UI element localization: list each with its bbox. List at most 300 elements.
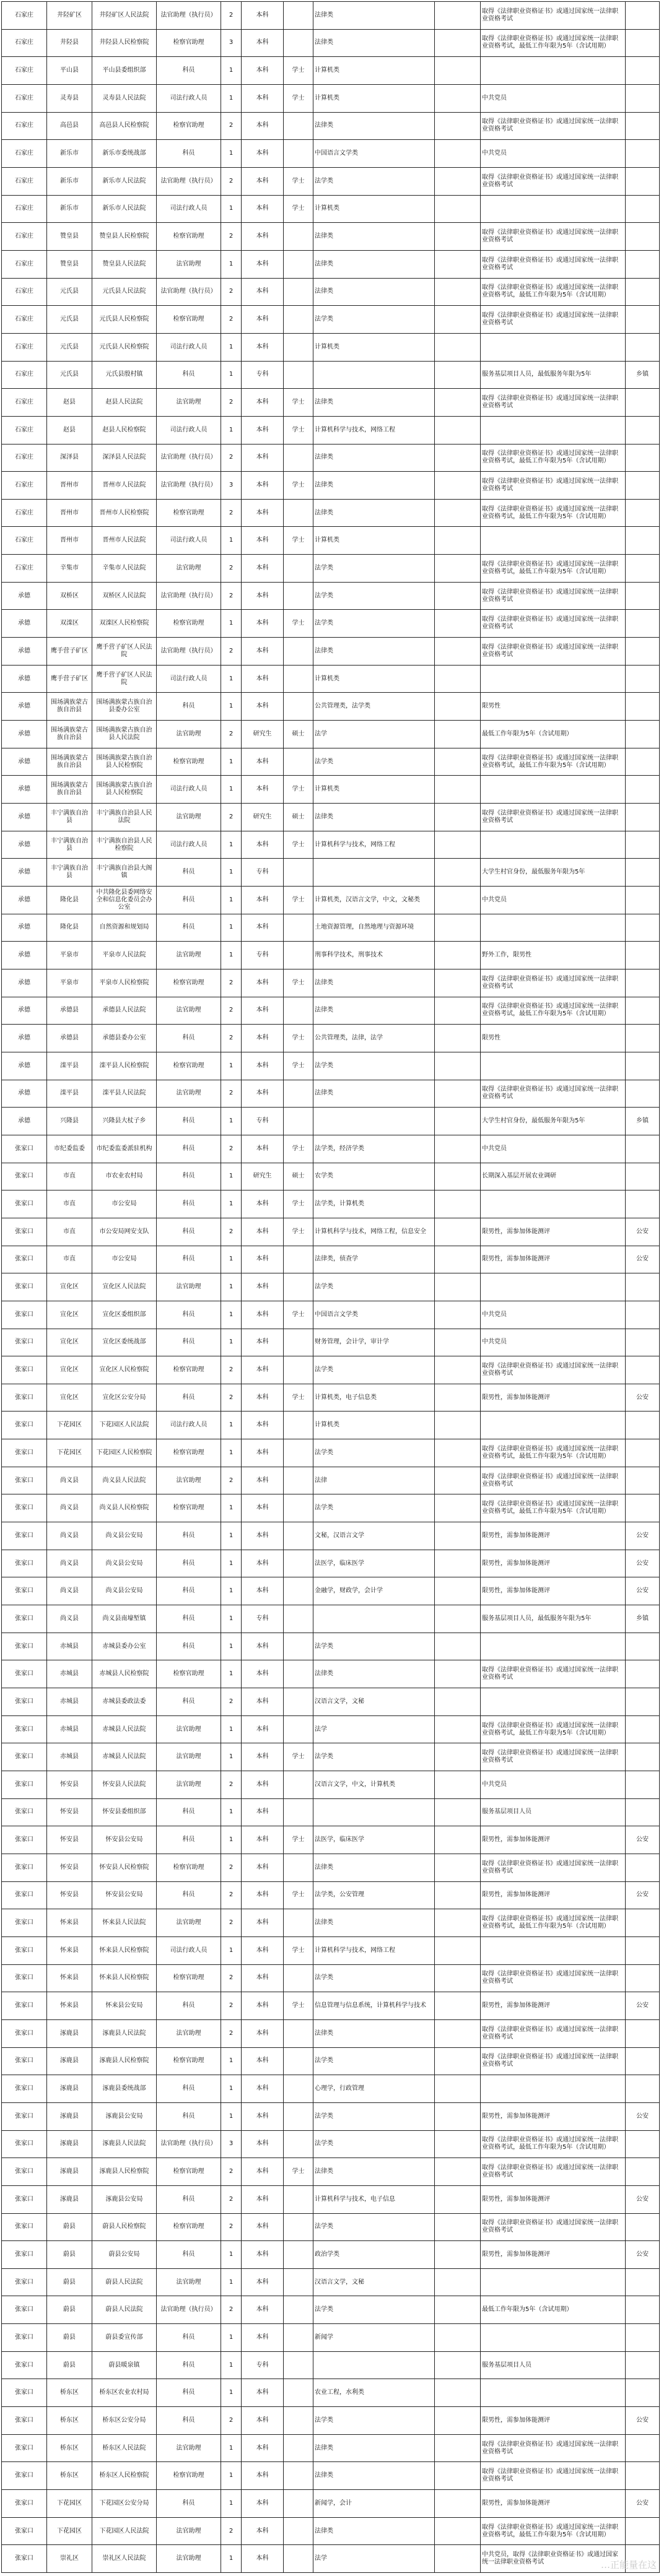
- city-cell: 张家口: [2, 1936, 47, 1964]
- table-row: [2, 1715, 660, 1743]
- degree-cell: 学士: [284, 84, 313, 112]
- remark-cell: 限男性: [481, 693, 626, 721]
- table-row: [2, 57, 660, 85]
- city-cell: 张家口: [2, 2407, 47, 2435]
- other-cell: [435, 914, 481, 942]
- remark-cell: 限男性，需参加体能测评: [481, 2241, 626, 2269]
- type-cell: [626, 1964, 660, 1992]
- count-cell: 1: [221, 2075, 242, 2103]
- district-cell: 下花园区: [47, 2490, 92, 2518]
- other-cell: [435, 306, 481, 334]
- degree-cell: [284, 306, 313, 334]
- other-cell: [435, 2379, 481, 2407]
- type-cell: [626, 2379, 660, 2407]
- unit-cell: 怀来县人民检察院: [92, 1964, 157, 1992]
- table-row: [2, 859, 660, 887]
- position-table: [1, 1, 660, 2573]
- remark-cell: 取得《法律职业资格证书》或通过国家统一法律职业资格考试: [481, 2434, 626, 2462]
- unit-cell: 怀安县人民法院: [92, 1771, 157, 1799]
- table-row: [2, 610, 660, 638]
- education-cell: 本科: [242, 1080, 284, 1108]
- table-row: [2, 997, 660, 1025]
- district-cell: 承德县: [47, 1025, 92, 1052]
- degree-cell: 学士: [284, 1936, 313, 1964]
- education-cell: 本科: [242, 1494, 284, 1522]
- table-row: [2, 84, 660, 112]
- degree-cell: [284, 2324, 313, 2352]
- table-row: [2, 2434, 660, 2462]
- education-cell: 本科: [242, 2185, 284, 2213]
- type-cell: [626, 167, 660, 195]
- major-cell: 法学: [313, 721, 435, 748]
- table-row: [2, 2241, 660, 2269]
- major-cell: [313, 2351, 435, 2379]
- count-cell: 1: [221, 1439, 242, 1467]
- unit-cell: 涿鹿县人民检察院: [92, 2047, 157, 2075]
- city-cell: 张家口: [2, 1660, 47, 1688]
- remark-cell: 取得《法律职业资格证书》或通过国家统一法律职业资格考试: [481, 1743, 626, 1771]
- type-cell: [626, 112, 660, 140]
- other-cell: [435, 2047, 481, 2075]
- district-cell: 涿鹿县: [47, 2185, 92, 2213]
- major-cell: 法医学，临床医学: [313, 1550, 435, 1577]
- table-row: [2, 1467, 660, 1494]
- education-cell: 本科: [242, 2158, 284, 2186]
- other-cell: [435, 1826, 481, 1854]
- table-row: [2, 1190, 660, 1218]
- unit-cell: 涿鹿县公安局: [92, 2185, 157, 2213]
- district-cell: 蔚县: [47, 2351, 92, 2379]
- major-cell: 新闻学，会计: [313, 2490, 435, 2518]
- district-cell: 平山县: [47, 57, 92, 85]
- degree-cell: [284, 1577, 313, 1605]
- other-cell: [435, 29, 481, 57]
- position-cell: 科员: [157, 2351, 221, 2379]
- degree-cell: [284, 1605, 313, 1633]
- unit-cell: 自然资源和规划局: [92, 914, 157, 942]
- unit-cell: 蔚县暖泉镇: [92, 2351, 157, 2379]
- city-cell: 张家口: [2, 2268, 47, 2296]
- unit-cell: 桥东区人民检察院: [92, 2462, 157, 2490]
- unit-cell: 市公安局: [92, 1190, 157, 1218]
- other-cell: [435, 1356, 481, 1384]
- district-cell: 涿鹿县: [47, 2130, 92, 2158]
- table-row: [2, 1605, 660, 1633]
- education-cell: 本科: [242, 333, 284, 361]
- remark-cell: 取得《法律职业资格证书》或通过国家统一法律职业资格考试: [481, 582, 626, 610]
- unit-cell: 怀来县公安局: [92, 1992, 157, 2020]
- position-cell: 法官助理: [157, 721, 221, 748]
- education-cell: 本科: [242, 1439, 284, 1467]
- city-cell: 石家庄: [2, 57, 47, 85]
- type-cell: [626, 555, 660, 583]
- count-cell: 2: [221, 2185, 242, 2213]
- city-cell: 张家口: [2, 1384, 47, 1412]
- type-cell: [626, 2019, 660, 2047]
- table-row: [2, 195, 660, 223]
- type-cell: 乡镇: [626, 1108, 660, 1135]
- other-cell: [435, 1992, 481, 2020]
- type-cell: [626, 1412, 660, 1439]
- count-cell: 2: [221, 2213, 242, 2241]
- major-cell: 法学类: [313, 2102, 435, 2130]
- district-cell: 晋州市: [47, 499, 92, 527]
- degree-cell: 学士: [284, 2158, 313, 2186]
- education-cell: 本科: [242, 1356, 284, 1384]
- degree-cell: 学士: [284, 1301, 313, 1329]
- major-cell: 法律类: [313, 638, 435, 666]
- table-row: [2, 167, 660, 195]
- degree-cell: 硕士: [284, 721, 313, 748]
- remark-cell: 取得《法律职业资格证书》或通过国家统一法律职业资格考试，最低工作年限为5年（含试用期）: [481, 444, 626, 472]
- unit-cell: 高邑县人民检察院: [92, 112, 157, 140]
- degree-cell: 学士: [284, 1992, 313, 2020]
- type-cell: [626, 1163, 660, 1190]
- city-cell: 承德: [2, 1052, 47, 1080]
- major-cell: 法医学，临床医学: [313, 1826, 435, 1854]
- count-cell: 2: [221, 389, 242, 417]
- remark-cell: 最低工作年限为5年（含试用期）: [481, 721, 626, 748]
- major-cell: 法律类: [313, 250, 435, 278]
- type-cell: [626, 499, 660, 527]
- remark-cell: 取得《法律职业资格证书》或通过国家统一法律职业资格考试，最低工作年限为5年（含试用期）: [481, 29, 626, 57]
- district-cell: 新乐市: [47, 195, 92, 223]
- city-cell: 承德: [2, 638, 47, 666]
- education-cell: 本科: [242, 1743, 284, 1771]
- remark-cell: 限男性，需参加体能测评: [481, 1577, 626, 1605]
- position-cell: 司法行政人员: [157, 333, 221, 361]
- table-row: [2, 1025, 660, 1052]
- district-cell: 井陉县: [47, 29, 92, 57]
- position-cell: 法官助理: [157, 2517, 221, 2545]
- other-cell: [435, 2241, 481, 2269]
- education-cell: 本科: [242, 167, 284, 195]
- table-row: [2, 887, 660, 914]
- education-cell: 本科: [242, 887, 284, 914]
- district-cell: 赤城县: [47, 1743, 92, 1771]
- position-cell: 检察官助理: [157, 1494, 221, 1522]
- position-cell: 科员: [157, 914, 221, 942]
- district-cell: 宣化区: [47, 1301, 92, 1329]
- other-cell: [435, 2075, 481, 2103]
- table-row: [2, 2351, 660, 2379]
- unit-cell: 鹰手营子矿区人民法院: [92, 638, 157, 666]
- city-cell: 承德: [2, 748, 47, 776]
- unit-cell: 承德县人民法院: [92, 997, 157, 1025]
- major-cell: 法学类: [313, 748, 435, 776]
- type-cell: [626, 333, 660, 361]
- type-cell: [626, 1025, 660, 1052]
- district-cell: 尚义县: [47, 1522, 92, 1550]
- district-cell: 宣化区: [47, 1329, 92, 1356]
- major-cell: 法律类: [313, 1080, 435, 1108]
- type-cell: [626, 57, 660, 85]
- education-cell: 本科: [242, 1992, 284, 2020]
- degree-cell: 学士: [284, 472, 313, 500]
- remark-cell: 取得《法律职业资格证书》或通过国家统一法律职业资格考试: [481, 969, 626, 997]
- district-cell: 深泽县: [47, 444, 92, 472]
- remark-cell: 取得《法律职业资格证书》或通过国家统一法律职业资格考试，最低工作年限为5年（含试用期）: [481, 1715, 626, 1743]
- count-cell: 1: [221, 2324, 242, 2352]
- watermark: …正能量在这: [600, 2559, 657, 2570]
- count-cell: 1: [221, 1329, 242, 1356]
- type-cell: [626, 1190, 660, 1218]
- remark-cell: [481, 2268, 626, 2296]
- education-cell: 本科: [242, 1798, 284, 1826]
- type-cell: [626, 1633, 660, 1660]
- unit-cell: 辛集市人民法院: [92, 555, 157, 583]
- type-cell: 公安: [626, 1384, 660, 1412]
- position-cell: 司法行政人员: [157, 1936, 221, 1964]
- district-cell: 怀安县: [47, 1854, 92, 1881]
- city-cell: 承德: [2, 1025, 47, 1052]
- position-cell: 科员: [157, 1605, 221, 1633]
- type-cell: [626, 444, 660, 472]
- position-cell: 检察官助理: [157, 112, 221, 140]
- education-cell: 专科: [242, 2351, 284, 2379]
- count-cell: 2: [221, 2158, 242, 2186]
- count-cell: 1: [221, 2434, 242, 2462]
- district-cell: 围场满族蒙古族自治县: [47, 748, 92, 776]
- education-cell: 本科: [242, 1301, 284, 1329]
- district-cell: 市直: [47, 1163, 92, 1190]
- district-cell: 下花园区: [47, 1439, 92, 1467]
- other-cell: [435, 2490, 481, 2518]
- position-cell: 法官助理: [157, 2434, 221, 2462]
- major-cell: 法学类: [313, 1356, 435, 1384]
- other-cell: [435, 1108, 481, 1135]
- unit-cell: 桥东区农业农村局: [92, 2379, 157, 2407]
- remark-cell: 取得《法律职业资格证书》或通过国家统一法律职业资格考试，最低工作年限为5年（含试用期）: [481, 278, 626, 306]
- degree-cell: 学士: [284, 1052, 313, 1080]
- type-cell: [626, 2268, 660, 2296]
- other-cell: [435, 1633, 481, 1660]
- type-cell: [626, 29, 660, 57]
- degree-cell: 学士: [284, 389, 313, 417]
- table-row: [2, 1412, 660, 1439]
- city-cell: 张家口: [2, 1301, 47, 1329]
- type-cell: [626, 997, 660, 1025]
- remark-cell: 取得《法律职业资格证书》或通过国家统一法律职业资格考试: [481, 472, 626, 500]
- major-cell: 财务管理，会计学，审计学: [313, 1329, 435, 1356]
- other-cell: [435, 1163, 481, 1190]
- position-cell: 法官助理（执行员）: [157, 167, 221, 195]
- degree-cell: 硕士: [284, 1163, 313, 1190]
- position-cell: 法官助理: [157, 2545, 221, 2573]
- degree-cell: [284, 1246, 313, 1273]
- count-cell: 1: [221, 1246, 242, 1273]
- education-cell: 本科: [242, 112, 284, 140]
- district-cell: 兴隆县: [47, 1108, 92, 1135]
- other-cell: [435, 997, 481, 1025]
- other-cell: [435, 1467, 481, 1494]
- count-cell: 1: [221, 693, 242, 721]
- unit-cell: 井陉矿区人民法院: [92, 2, 157, 30]
- table-row: [2, 1992, 660, 2020]
- table-row: [2, 333, 660, 361]
- count-cell: 1: [221, 2351, 242, 2379]
- education-cell: 专科: [242, 1605, 284, 1633]
- count-cell: 2: [221, 223, 242, 251]
- remark-cell: 野外工作，限男性: [481, 942, 626, 969]
- type-cell: [626, 306, 660, 334]
- city-cell: 张家口: [2, 2185, 47, 2213]
- remark-cell: 取得《法律职业资格证书》或通过国家统一法律职业资格考试: [481, 2213, 626, 2241]
- city-cell: 石家庄: [2, 223, 47, 251]
- type-cell: [626, 140, 660, 168]
- degree-cell: 学士: [284, 1881, 313, 1909]
- education-cell: 本科: [242, 2379, 284, 2407]
- count-cell: 2: [221, 721, 242, 748]
- unit-cell: 桥东区人民法院: [92, 2434, 157, 2462]
- remark-cell: 中共党员: [481, 140, 626, 168]
- table-row: [2, 1439, 660, 1467]
- unit-cell: 尚义县南壕堑镇: [92, 1605, 157, 1633]
- remark-cell: [481, 665, 626, 693]
- type-cell: [626, 859, 660, 887]
- type-cell: 公安: [626, 2102, 660, 2130]
- other-cell: [435, 665, 481, 693]
- position-cell: 司法行政人员: [157, 84, 221, 112]
- type-cell: [626, 2158, 660, 2186]
- other-cell: [435, 2462, 481, 2490]
- table-row: [2, 2268, 660, 2296]
- district-cell: 元氏县: [47, 361, 92, 389]
- remark-cell: 取得《法律职业资格证书》或通过国家统一法律职业资格考试: [481, 638, 626, 666]
- position-cell: 法官助理: [157, 1273, 221, 1301]
- position-cell: 司法行政人员: [157, 665, 221, 693]
- city-cell: 张家口: [2, 1494, 47, 1522]
- unit-cell: 蔚县人民法院: [92, 2296, 157, 2324]
- position-cell: 科员: [157, 1025, 221, 1052]
- degree-cell: [284, 1080, 313, 1108]
- education-cell: 本科: [242, 527, 284, 555]
- count-cell: 2: [221, 1218, 242, 1246]
- district-cell: 高邑县: [47, 112, 92, 140]
- degree-cell: [284, 444, 313, 472]
- count-cell: 1: [221, 1936, 242, 1964]
- district-cell: 市直: [47, 1190, 92, 1218]
- table-row: [2, 1356, 660, 1384]
- other-cell: [435, 2407, 481, 2435]
- other-cell: [435, 84, 481, 112]
- education-cell: 本科: [242, 1826, 284, 1854]
- major-cell: 法学类: [313, 2130, 435, 2158]
- district-cell: 丰宁满族自治县: [47, 804, 92, 831]
- count-cell: 1: [221, 333, 242, 361]
- type-cell: 公安: [626, 1826, 660, 1854]
- other-cell: [435, 582, 481, 610]
- position-cell: 检察官助理: [157, 969, 221, 997]
- other-cell: [435, 1550, 481, 1577]
- type-cell: [626, 914, 660, 942]
- unit-cell: 新乐市人民法院: [92, 167, 157, 195]
- education-cell: 本科: [242, 1688, 284, 1716]
- count-cell: 2: [221, 1080, 242, 1108]
- education-cell: 本科: [242, 2213, 284, 2241]
- degree-cell: [284, 1522, 313, 1550]
- degree-cell: [284, 638, 313, 666]
- education-cell: 专科: [242, 361, 284, 389]
- district-cell: 蔚县: [47, 2324, 92, 2352]
- city-cell: 石家庄: [2, 306, 47, 334]
- unit-cell: 怀安县公安局: [92, 1826, 157, 1854]
- major-cell: 法律类: [313, 278, 435, 306]
- degree-cell: [284, 2185, 313, 2213]
- city-cell: 张家口: [2, 2102, 47, 2130]
- other-cell: [435, 416, 481, 444]
- table-row: [2, 2019, 660, 2047]
- type-cell: 公安: [626, 1881, 660, 1909]
- education-cell: 本科: [242, 1329, 284, 1356]
- remark-cell: 服务基层项目人员，最低服务年限为5年: [481, 361, 626, 389]
- unit-cell: 涿鹿县人民法院: [92, 2130, 157, 2158]
- city-cell: 承德: [2, 721, 47, 748]
- degree-cell: [284, 1273, 313, 1301]
- major-cell: 法律类: [313, 2462, 435, 2490]
- table-row: [2, 1246, 660, 1273]
- education-cell: 本科: [242, 2102, 284, 2130]
- major-cell: 新闻学: [313, 2324, 435, 2352]
- district-cell: 怀来县: [47, 1909, 92, 1937]
- position-cell: 科员: [157, 1135, 221, 1163]
- type-cell: [626, 389, 660, 417]
- position-cell: 科员: [157, 2379, 221, 2407]
- position-cell: 科员: [157, 1688, 221, 1716]
- city-cell: 承德: [2, 997, 47, 1025]
- count-cell: 1: [221, 527, 242, 555]
- position-cell: 司法行政人员: [157, 831, 221, 859]
- table-row: [2, 665, 660, 693]
- type-cell: [626, 2, 660, 30]
- major-cell: 法律类: [313, 472, 435, 500]
- type-cell: [626, 250, 660, 278]
- major-cell: 汉语言文学，文秘: [313, 1688, 435, 1716]
- type-cell: [626, 84, 660, 112]
- count-cell: 1: [221, 2102, 242, 2130]
- remark-cell: 限男性: [481, 1025, 626, 1052]
- count-cell: 1: [221, 416, 242, 444]
- city-cell: 张家口: [2, 1273, 47, 1301]
- education-cell: 本科: [242, 2047, 284, 2075]
- table-row: [2, 1273, 660, 1301]
- position-cell: 检察官助理: [157, 610, 221, 638]
- major-cell: 法律类: [313, 2019, 435, 2047]
- type-cell: [626, 2130, 660, 2158]
- remark-cell: 限男性，需参加体能测评: [481, 1992, 626, 2020]
- count-cell: 1: [221, 2490, 242, 2518]
- major-cell: 法学类: [313, 610, 435, 638]
- city-cell: 承德: [2, 1108, 47, 1135]
- other-cell: [435, 1273, 481, 1301]
- table-row: [2, 2213, 660, 2241]
- unit-cell: 丰宁满族自治县大阁镇: [92, 859, 157, 887]
- district-cell: 围场满族蒙古族自治县: [47, 776, 92, 804]
- education-cell: 本科: [242, 250, 284, 278]
- unit-cell: 滦平县人民检察院: [92, 1052, 157, 1080]
- other-cell: [435, 2185, 481, 2213]
- remark-cell: [481, 2379, 626, 2407]
- type-cell: [626, 527, 660, 555]
- type-cell: [626, 582, 660, 610]
- major-cell: 计算机类: [313, 84, 435, 112]
- unit-cell: 晋州市人民法院: [92, 472, 157, 500]
- district-cell: 怀安县: [47, 1826, 92, 1854]
- count-cell: 1: [221, 1743, 242, 1771]
- unit-cell: 新乐市人民法院: [92, 195, 157, 223]
- major-cell: 法律类: [313, 2434, 435, 2462]
- degree-cell: 学士: [284, 167, 313, 195]
